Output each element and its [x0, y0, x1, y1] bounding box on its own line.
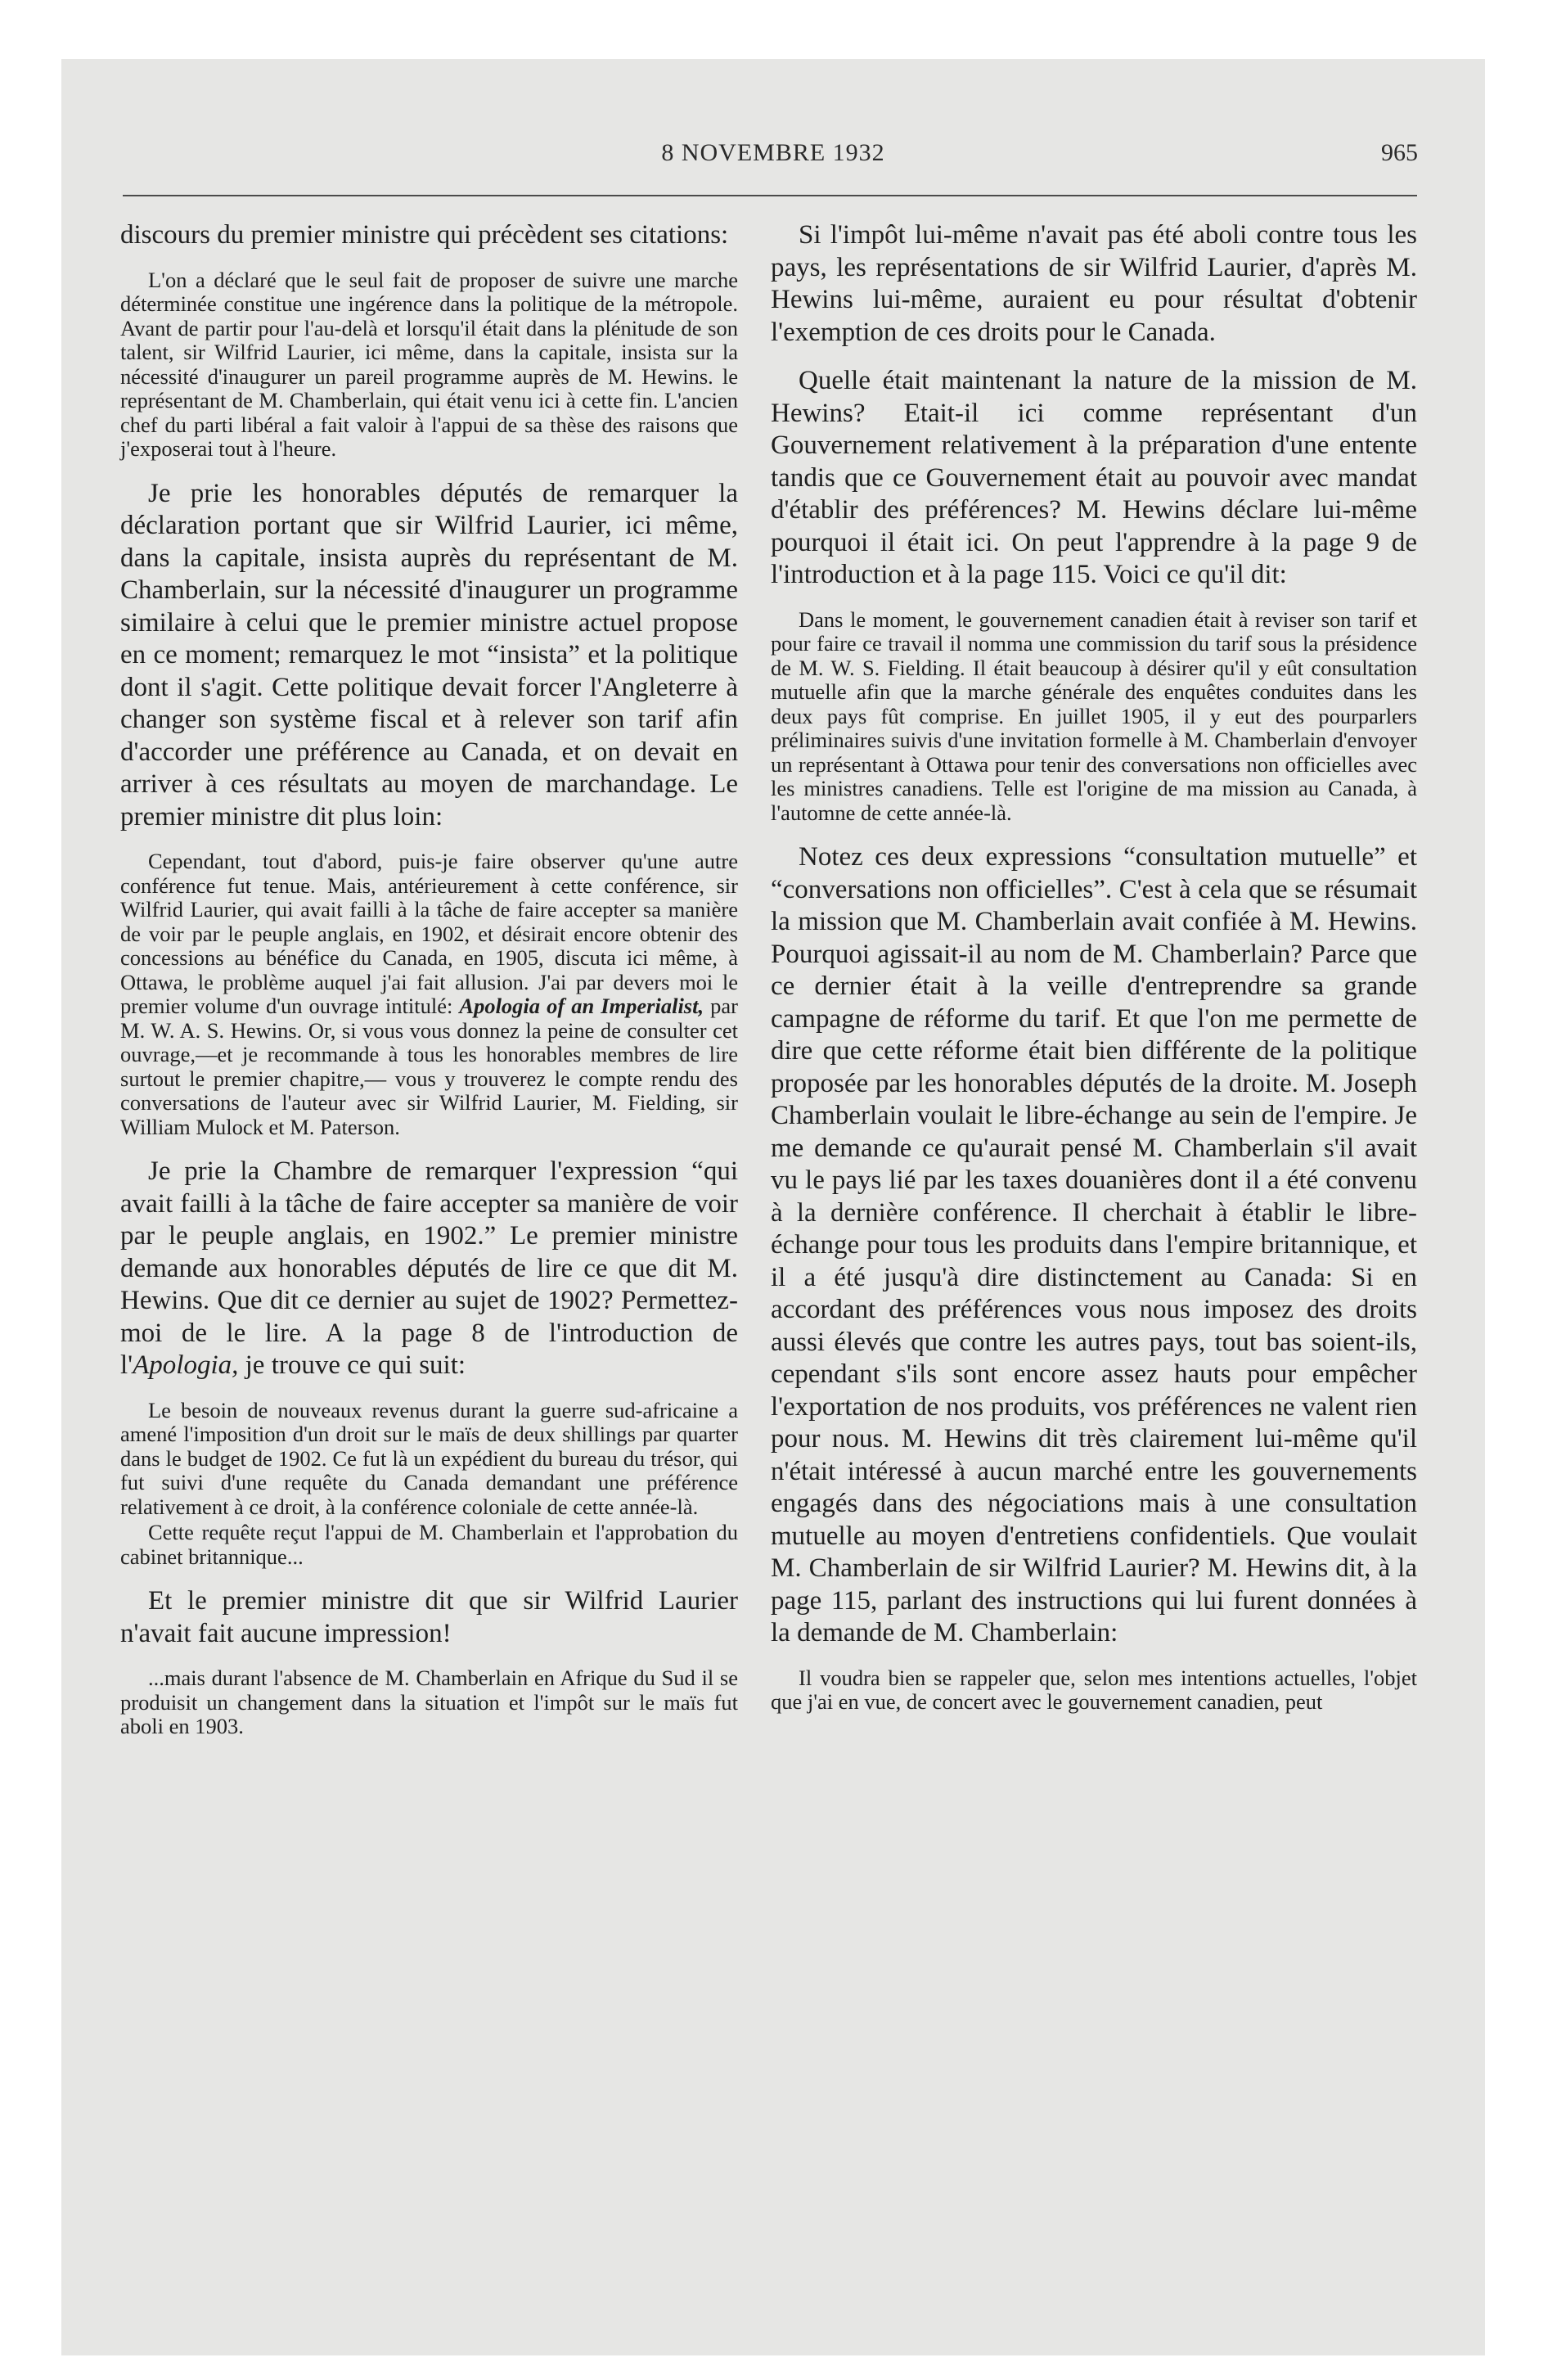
quote-paragraph: Cette requête reçut l'appui de M. Chamberlain et l'approbation du cabinet britannique...	[120, 1520, 738, 1569]
book-title: Apologia of an Imperialist,	[459, 994, 704, 1018]
quote-paragraph: L'on a déclaré que le seul fait de proposer de suivre une marche déterminée constitue une ingérence dans la politique de la métropole. Avant de partir pour l'au-delà et lorsqu'il était dans la plénitude de son talent, sir Wilfrid Laurier, ici même, dans la capitale, insista sur la nécessité d'inaugurer un pareil programme auprès de M. Hewins. le représentant de M. Chamberlain, qui était venu ici à cette fin. L'ancien chef du parti libéral a fait valoir à l'appui de sa thèse des raisons que j'exposerai tout à l'heure.	[120, 267, 738, 461]
body-paragraph: Et le premier ministre dit que sir Wilfrid Laurier n'avait fait aucune impression!	[120, 1586, 738, 1648]
body-paragraph: Notez ces deux expressions “consultation mutuelle” et “conversations non officielles”. C'est à cela que se résumait la mission que M. Chamberlain avait confiée à M. Hewins. Pourquoi agissait-il au nom de M. Chamberlain? Parce que ce dernier était à la veille d'entreprendre sa grande campagne de réforme du tarif. Et que l'on me permette de dire que cette réforme était bien différente de la politique proposée par les honorables députés de la droite. M. Joseph Chamberlain voulait le libre-échange au sein de l'empire. Je me demande ce qu'aurait pensé M. Chamberlain s'il avait vu le pays lié par les taxes douanières dont il a été convenu à la dernière conférence. Il cherchait à établir le libre-échange pour tous les produits dans l'empire britannique, et il a été jusqu'à dire distinctement au Canada: Si en accordant des préférences vous nous imposez des droits aussi élevés que contre les autres pays, tout bas soient-ils, cependant s'ils sont encore assez hauts pour empêcher l'exportation de nos produits, vos préférences ne valent rien pour nous. M. Hewins dit très clairement lui-même qu'il n'était intéressé à aucun marché entre les gouvernements engagés dans des négociations mais à une consultation mutuelle au moyen d'entretiens confidentiels. Que voulait M. Chamberlain de sir Wilfrid Laurier? M. Hewins dit, à la page 115, parlant des instructions qui lui furent données à la demande de M. Chamberlain:	[771, 842, 1417, 1648]
header-rule	[123, 195, 1417, 196]
body-paragraph: Je prie les honorables députés de remarquer la déclaration portant que sir Wilfrid Laurier, ici même, dans la capitale, insista auprès du représentant de M. Chamberlain, sur la nécessité d'inaugurer un programme similaire à celui que le premier ministre actuel propose en ce moment; remarquez le mot “insista” et la politique dont il s'agit. Cette politique devait forcer l'Angleterre à changer son système fiscal et à relever son tarif afin d'accorder une préférence au Canada, et on devait en arriver à ces résultats au moyen de marchandage. Le premier ministre dit plus loin:	[120, 478, 738, 832]
right-column	[771, 219, 1417, 1731]
page-header	[61, 139, 1485, 180]
quote-paragraph	[120, 850, 738, 1139]
body-paragraph: discours du premier ministre qui précèdent ses citations:	[120, 220, 729, 250]
body-text: Je prie la Chambre de remarquer l'expression “qui avait failli à la tâche de faire accepter sa manière de voir par le peuple anglais, en 1902.” Le premier ministre demande aux honorables députés de lire ce que dit M. Hewins. Que dit ce dernier au sujet de 1902? Permettez-moi de le lire. A la page 8 de l'introduction de l'	[120, 1156, 738, 1380]
quote-text: par M. W. A. S. Hewins. Or, si vous vous donnez la peine de consulter cet ouvrage,—et je recommande à tous les honorables membres de lire surtout le premier chapitre,— vous y trouverez le compte rendu des conversations de l'auteur avec sir Wilfrid Laurier, M. Fielding, sir William Mulock et M. Paterson.	[120, 994, 738, 1139]
quote-text: Cependant, tout d'abord, puis-je faire observer qu'une autre conférence fut tenue. Mais, antérieurement à cette conférence, sir Wilfrid Laurier, qui avait failli à la tâche de faire accepter sa manière de voir par le peuple anglais, en 1902, et désirait encore obtenir des concessions au bénéfice du Canada, en 1905, discuta ici même, à Ottawa, le problème auquel j'ai fait allusion. J'ai par devers moi le premier volume d'un ouvrage intitulé:	[120, 849, 738, 1018]
body-paragraph	[120, 1156, 738, 1382]
body-text: je trouve ce qui suit:	[238, 1350, 466, 1380]
book-title: Apologia,	[133, 1350, 239, 1380]
quote-paragraph: Dans le moment, le gouvernement canadien était à reviser son tarif et pour faire ce travail il nomma une commission du tarif sous la présidence de M. W. S. Fielding. Il était beaucoup à désirer qu'il y eût consultation mutuelle afin que la marche générale des enquêtes conduites dans les deux pays fût comprise. En juillet 1905, il y eut des pourparlers préliminaires suivis d'une invitation formelle à M. Chamberlain d'envoyer un représentant à Ottawa pour tenir des conversations non officielles avec les ministres canadiens. Telle est l'origine de ma mission au Canada, à l'automne de cette année-là.	[771, 606, 1417, 825]
page-number: 965	[1381, 139, 1418, 166]
body-paragraph: Si l'impôt lui-même n'avait pas été aboli contre tous les pays, les représentations de sir Wilfrid Laurier, d'après M. Hewins lui-même, auraient eu pour résultat d'obtenir l'exemption de ces droits pour le Canada.	[771, 220, 1417, 347]
quote-paragraph: ...mais durant l'absence de M. Chamberlain en Afrique du Sud il se produisit un changement dans la situation et l'impôt sur le maïs fut aboli en 1903.	[120, 1666, 738, 1738]
left-column	[120, 219, 738, 1756]
scanned-page	[61, 59, 1485, 2355]
quote-paragraph: Le besoin de nouveaux revenus durant la guerre sud-africaine a amené l'imposition d'un droit sur le maïs de deux shillings par quarter dans le budget de 1902. Ce fut là un expédient du bureau du trésor, qui fut suivi d'une requête du Canada demandant une préférence relativement à ce droit, à la conférence coloniale de cette année-là.	[120, 1397, 738, 1519]
body-paragraph: Quelle était maintenant la nature de la mission de M. Hewins? Etait-il ici comme représentant d'un Gouvernement relativement à la préparation d'une entente tandis que ce Gouvernement était au pouvoir avec mandat d'établir des préférences? M. Hewins déclare lui-même pourquoi il était ici. On peut l'apprendre à la page 9 de l'introduction et à la page 115. Voici ce qu'il dit:	[771, 366, 1417, 589]
quote-paragraph: Il voudra bien se rappeler que, selon mes intentions actuelles, l'objet que j'ai en vue, de concert avec le gouvernement canadien, peut	[771, 1665, 1417, 1714]
header-date: 8 NOVEMBRE 1932	[661, 139, 885, 166]
